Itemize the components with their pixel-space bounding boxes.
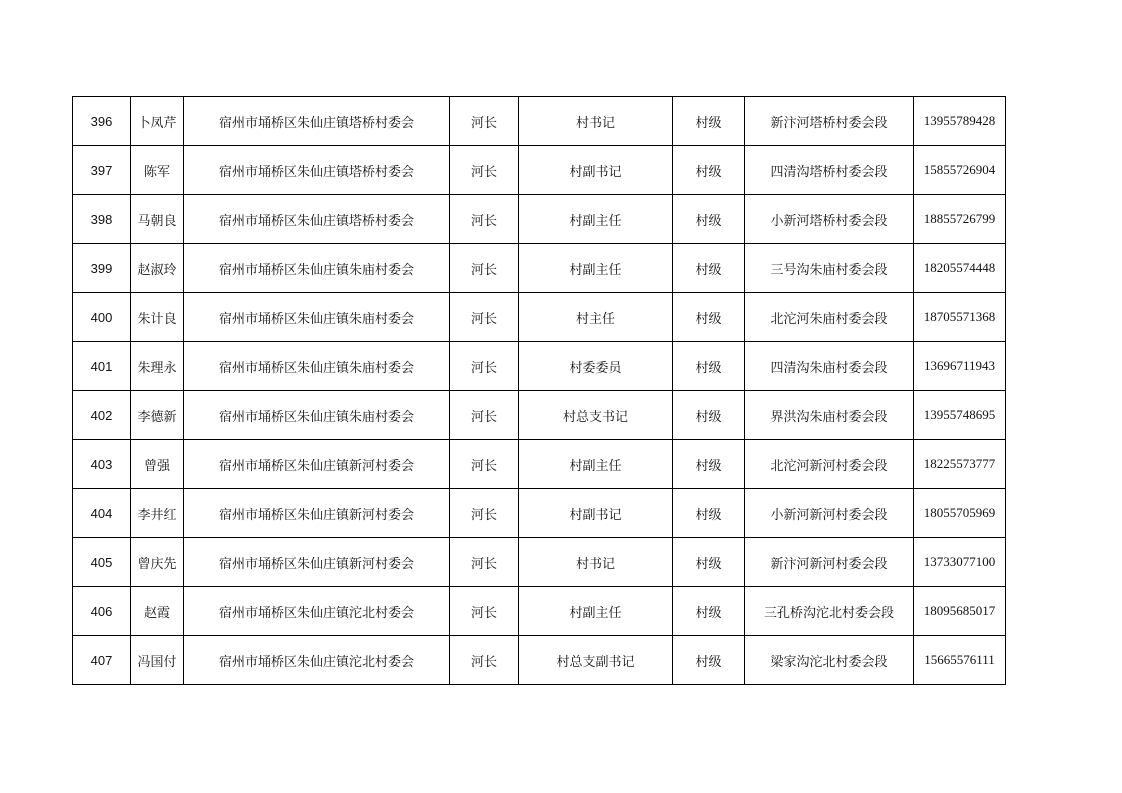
table-row [73,293,1006,342]
position-cell: 村副书记 [519,146,673,195]
unit-cell: 宿州市埇桥区朱仙庄镇朱庙村委会 [184,342,450,391]
river-section-cell: 小新河新河村委会段 [745,489,914,538]
unit-cell: 宿州市埇桥区朱仙庄镇新河村委会 [184,440,450,489]
level-cell: 村级 [673,342,745,391]
position-cell: 村副主任 [519,244,673,293]
role-cell: 河长 [450,636,519,685]
unit-cell: 宿州市埇桥区朱仙庄镇塔桥村委会 [184,195,450,244]
level-cell: 村级 [673,391,745,440]
table-row [73,97,1006,146]
name-cell: 赵淑玲 [131,244,184,293]
phone-cell: 15665576111 [914,636,1006,685]
phone-cell: 13955789428 [914,97,1006,146]
unit-cell: 宿州市埇桥区朱仙庄镇朱庙村委会 [184,391,450,440]
row-number-cell: 399 [73,244,131,293]
position-cell: 村书记 [519,538,673,587]
position-cell: 村总支书记 [519,391,673,440]
phone-cell: 18855726799 [914,195,1006,244]
phone-cell: 13955748695 [914,391,1006,440]
river-section-cell: 小新河塔桥村委会段 [745,195,914,244]
table-row [73,391,1006,440]
unit-cell: 宿州市埇桥区朱仙庄镇朱庙村委会 [184,244,450,293]
phone-cell: 13733077100 [914,538,1006,587]
row-number-cell: 403 [73,440,131,489]
row-number-cell: 400 [73,293,131,342]
level-cell: 村级 [673,97,745,146]
row-number-cell: 401 [73,342,131,391]
level-cell: 村级 [673,293,745,342]
river-section-cell: 界洪沟朱庙村委会段 [745,391,914,440]
unit-cell: 宿州市埇桥区朱仙庄镇沱北村委会 [184,636,450,685]
level-cell: 村级 [673,440,745,489]
table-body [73,97,1006,685]
role-cell: 河长 [450,587,519,636]
table-row [73,489,1006,538]
name-cell: 马朝良 [131,195,184,244]
name-cell: 陈军 [131,146,184,195]
name-cell: 李井红 [131,489,184,538]
row-number-cell: 404 [73,489,131,538]
river-section-cell: 新汴河新河村委会段 [745,538,914,587]
row-number-cell: 405 [73,538,131,587]
row-number-cell: 406 [73,587,131,636]
unit-cell: 宿州市埇桥区朱仙庄镇塔桥村委会 [184,146,450,195]
river-section-cell: 北沱河新河村委会段 [745,440,914,489]
position-cell: 村副书记 [519,489,673,538]
level-cell: 村级 [673,195,745,244]
unit-cell: 宿州市埇桥区朱仙庄镇沱北村委会 [184,587,450,636]
row-number-cell: 402 [73,391,131,440]
table-row [73,538,1006,587]
role-cell: 河长 [450,195,519,244]
position-cell: 村委委员 [519,342,673,391]
unit-cell: 宿州市埇桥区朱仙庄镇朱庙村委会 [184,293,450,342]
position-cell: 村总支副书记 [519,636,673,685]
name-cell: 卜凤芹 [131,97,184,146]
position-cell: 村主任 [519,293,673,342]
river-section-cell: 三孔桥沟沱北村委会段 [745,587,914,636]
table-row [73,636,1006,685]
unit-cell: 宿州市埇桥区朱仙庄镇塔桥村委会 [184,97,450,146]
role-cell: 河长 [450,440,519,489]
table-row [73,146,1006,195]
role-cell: 河长 [450,391,519,440]
phone-cell: 13696711943 [914,342,1006,391]
river-section-cell: 北沱河朱庙村委会段 [745,293,914,342]
river-section-cell: 新汴河塔桥村委会段 [745,97,914,146]
name-cell: 曾强 [131,440,184,489]
phone-cell: 15855726904 [914,146,1006,195]
table-row [73,342,1006,391]
level-cell: 村级 [673,146,745,195]
name-cell: 李德新 [131,391,184,440]
phone-cell: 18205574448 [914,244,1006,293]
row-number-cell: 407 [73,636,131,685]
row-number-cell: 396 [73,97,131,146]
level-cell: 村级 [673,244,745,293]
position-cell: 村副主任 [519,587,673,636]
river-section-cell: 梁家沟沱北村委会段 [745,636,914,685]
phone-cell: 18055705969 [914,489,1006,538]
level-cell: 村级 [673,538,745,587]
phone-cell: 18225573777 [914,440,1006,489]
level-cell: 村级 [673,489,745,538]
position-cell: 村书记 [519,97,673,146]
role-cell: 河长 [450,146,519,195]
name-cell: 朱计良 [131,293,184,342]
table-row [73,195,1006,244]
table-row [73,440,1006,489]
position-cell: 村副主任 [519,440,673,489]
river-section-cell: 四清沟塔桥村委会段 [745,146,914,195]
river-section-cell: 四清沟朱庙村委会段 [745,342,914,391]
name-cell: 冯国付 [131,636,184,685]
table-row [73,587,1006,636]
row-number-cell: 398 [73,195,131,244]
name-cell: 曾庆先 [131,538,184,587]
level-cell: 村级 [673,587,745,636]
unit-cell: 宿州市埇桥区朱仙庄镇新河村委会 [184,538,450,587]
role-cell: 河长 [450,293,519,342]
river-section-cell: 三号沟朱庙村委会段 [745,244,914,293]
role-cell: 河长 [450,489,519,538]
role-cell: 河长 [450,97,519,146]
role-cell: 河长 [450,244,519,293]
level-cell: 村级 [673,636,745,685]
phone-cell: 18705571368 [914,293,1006,342]
role-cell: 河长 [450,538,519,587]
name-cell: 赵霞 [131,587,184,636]
unit-cell: 宿州市埇桥区朱仙庄镇新河村委会 [184,489,450,538]
row-number-cell: 397 [73,146,131,195]
river-chief-table [72,96,1006,685]
role-cell: 河长 [450,342,519,391]
phone-cell: 18095685017 [914,587,1006,636]
table-row [73,244,1006,293]
name-cell: 朱理永 [131,342,184,391]
position-cell: 村副主任 [519,195,673,244]
